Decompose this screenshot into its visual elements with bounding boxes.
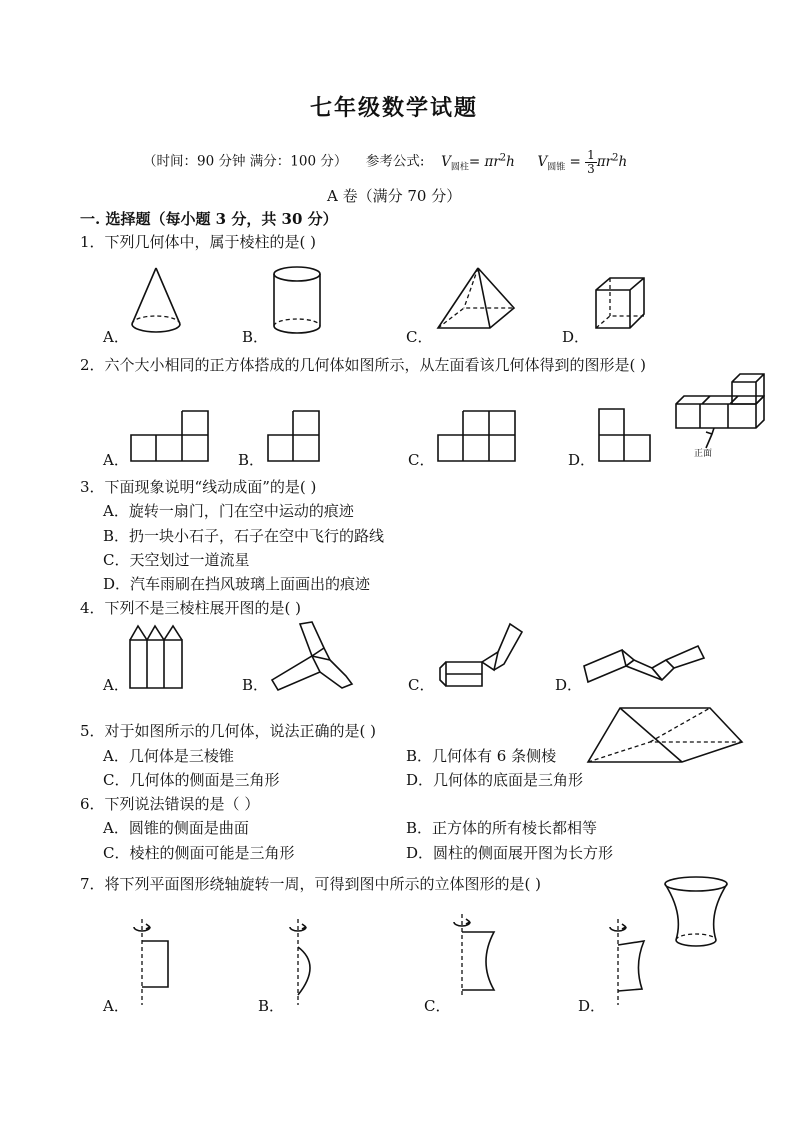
time-score-info: （时间：90 分钟 满分：100 分） <box>143 153 348 170</box>
q4-option-a-label: A． <box>103 676 129 694</box>
cylinder-icon <box>270 264 324 338</box>
q2-stacked-cubes-figure <box>674 372 770 458</box>
q2-view-d <box>598 408 652 462</box>
q5-option-a: A．几何体是三棱锥 <box>103 747 234 765</box>
q3-option-b: B．扔一块小石子，石子在空中飞行的路线 <box>103 527 385 545</box>
q5-option-c: C．几何体的侧面是三角形 <box>103 771 280 789</box>
q4-option-b-label: B． <box>242 676 269 694</box>
q2-option-d-label: D． <box>568 451 596 469</box>
q7-cup-figure <box>660 874 732 950</box>
page-title: 七年级数学试题 <box>310 95 479 121</box>
q6-option-b: B．正方体的所有棱长都相等 <box>406 819 598 837</box>
q6-option-d: D．圆柱的侧面展开图为长方形 <box>406 844 614 862</box>
cone-icon <box>128 264 184 338</box>
q5-option-b: B．几何体有 6 条侧棱 <box>406 747 557 765</box>
q7-option-a-label: A． <box>103 997 129 1015</box>
q7-shape-c <box>448 910 500 1000</box>
q4-net-c <box>438 620 524 692</box>
q1-option-c-label: C． <box>406 328 433 346</box>
q3-option-d: D．汽车雨刷在挡风玻璃上面画出的痕迹 <box>103 575 371 593</box>
q4-option-d-label: D． <box>555 676 583 694</box>
section-heading: A 卷（满分 70 分） <box>327 187 462 205</box>
q2-view-b <box>267 410 321 462</box>
part-heading: 一. 选择题（每小题 3 分，共 30 分） <box>80 210 338 228</box>
q1-stem: 1．下列几何体中，属于棱柱的是( ) <box>80 233 317 251</box>
cube-icon <box>592 276 648 336</box>
q6-option-c: C．棱柱的侧面可能是三角形 <box>103 844 295 862</box>
q2-option-c-label: C． <box>408 451 435 469</box>
q2-view-c <box>437 410 517 462</box>
q4-net-a <box>128 620 184 690</box>
q6-stem: 6．下列说法错误的是（ ） <box>80 795 260 813</box>
q5-option-d: D．几何体的底面是三角形 <box>406 771 584 789</box>
q3-option-a: A．旋转一扇门，门在空中运动的痕迹 <box>103 502 354 520</box>
q2-view-a <box>130 410 210 462</box>
exam-meta <box>143 148 627 177</box>
formula-label: 参考公式: <box>365 153 425 170</box>
cone-volume-formula: $V_{圆锥}$ = $\frac{1}{3}$ $\pi r^2h$ <box>537 147 628 176</box>
q7-option-b-label: B． <box>258 997 285 1015</box>
front-view-label: 正面 <box>694 449 713 459</box>
q1-option-d-label: D． <box>562 328 590 346</box>
q1-option-b-label: B． <box>242 328 269 346</box>
q4-option-c-label: C． <box>408 676 435 694</box>
q2-stem: 2．六个大小相同的正方体搭成的几何体如图所示，从左面看该几何体得到的图形是( ) <box>80 356 647 374</box>
q5-stem: 5．对于如图所示的几何体，说法正确的是( ) <box>80 722 377 740</box>
q5-triangular-prism-figure <box>586 706 744 764</box>
q1-option-a-label: A． <box>103 328 129 346</box>
q4-stem: 4．下列不是三棱柱展开图的是( ) <box>80 599 302 617</box>
cylinder-volume-formula: $V_{圆柱}= \pi r^2h$ <box>441 152 515 173</box>
q3-option-c: C．天空划过一道流星 <box>103 551 250 569</box>
q4-net-d <box>582 644 706 690</box>
q7-option-c-label: C． <box>424 997 451 1015</box>
q6-option-a: A．圆锥的侧面是曲面 <box>103 819 249 837</box>
q7-shape-a <box>130 915 174 1007</box>
q4-net-b <box>268 620 356 692</box>
q3-stem: 3．下面现象说明“线动成面”的是( ) <box>80 478 317 496</box>
q2-option-a-label: A． <box>103 451 129 469</box>
q7-option-d-label: D． <box>578 997 606 1015</box>
q7-shape-b <box>286 915 326 1007</box>
q7-shape-d <box>604 915 650 1007</box>
pyramid-icon <box>434 264 518 338</box>
q7-stem: 7．将下列平面图形绕轴旋转一周，可得到图中所示的立体图形的是( ) <box>80 875 542 893</box>
q2-option-b-label: B． <box>238 451 265 469</box>
